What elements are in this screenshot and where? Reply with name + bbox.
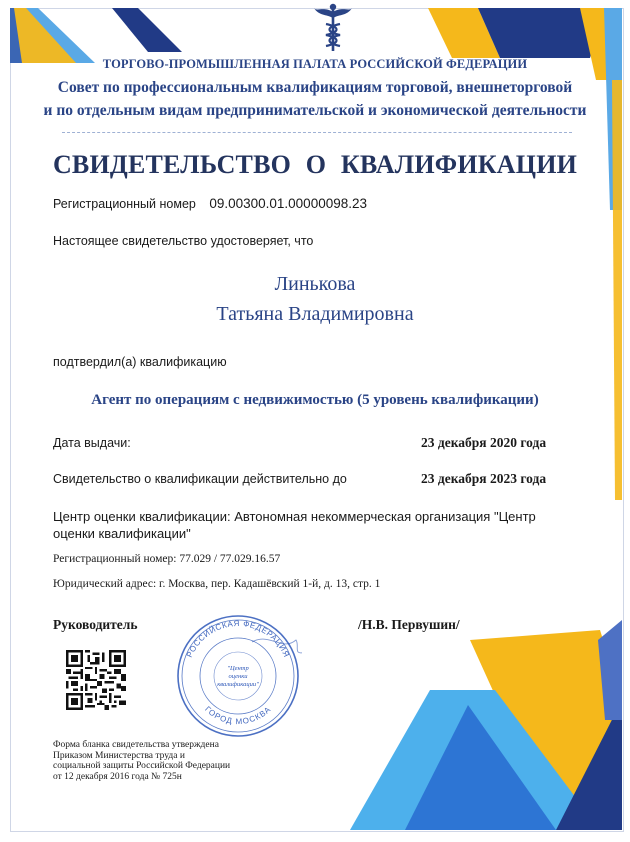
form-approval-line3: социальной защиты Российской Федерации — [53, 761, 231, 771]
form-approval-line4: от 12 декабря 2016 года № 725н — [53, 771, 182, 782]
certificate-title: СВИДЕТЕЛЬСТВО О КВАЛИФИКАЦИИ — [52, 150, 578, 179]
certifies-text: Настоящее свидетельство удостоверяет, что — [53, 234, 314, 248]
seal-center-line2: оценки — [228, 673, 248, 680]
form-approval-line2: Приказом Министерства труда и — [53, 750, 185, 761]
issue-date-label: Дата выдачи: — [53, 436, 131, 450]
svg-text:ГОРОД МОСКВА — [203, 705, 273, 727]
form-approval-note — [53, 740, 273, 782]
header-divider — [62, 132, 572, 133]
form-approval-line1: Форма бланка свидетельства утверждена — [53, 740, 219, 750]
issue-date-value: 23 декабря 2020 года — [421, 435, 547, 450]
council-name-line1: Совет по профессиональным квалификациям торговой, внешнеторговой — [57, 79, 573, 96]
svg-text:РОССИЙСКАЯ ФЕДЕРАЦИЯ — [185, 619, 291, 659]
registration-number-label: Регистрационный номер — [53, 197, 196, 211]
valid-until-value: 23 декабря 2023 года — [421, 471, 547, 486]
center-registration-number: Регистрационный номер: 77.029 / 77.029.16.57 — [53, 553, 281, 565]
seal-top-text: РОССИЙСКАЯ ФЕДЕРАЦИЯ — [184, 618, 292, 659]
signatory-name: /Н.В. Первушин/ — [358, 617, 460, 632]
chamber-name: ТОРГОВО-ПРОМЫШЛЕННАЯ ПАЛАТА РОССИЙСКОЙ ФЕДЕРАЦИИ — [102, 57, 528, 71]
holder-given-names: Татьяна Владимировна — [216, 303, 414, 325]
seal-center-line1: "Центр — [227, 665, 249, 672]
caduceus-icon — [312, 2, 354, 54]
valid-until-label: Свидетельство о квалификации действительно до — [53, 472, 347, 486]
confirmed-text: подтвердил(а) квалификацию — [53, 355, 227, 369]
qualification-name: Агент по операциям с недвижимостью (5 уровень квалификации) — [91, 392, 539, 408]
round-seal-icon — [174, 612, 302, 740]
qr-code-icon — [66, 650, 126, 710]
top-mid-navy-shape — [112, 8, 182, 52]
seal-bottom-text: ГОРОД МОСКВА — [203, 704, 273, 727]
signatory-role: Руководитель — [53, 617, 138, 632]
council-name — [0, 76, 630, 122]
registration-number-row — [53, 196, 367, 211]
seal-center-line3: квалификации" — [217, 681, 259, 688]
holder-surname: Линькова — [274, 273, 356, 295]
council-name-line2: и по отдельным видам предпринимательской и экономической деятельности — [43, 102, 587, 119]
assessment-center: Центр оценки квалификации: Автономная некоммерческая организация "Центр оценки квалификации" — [53, 509, 536, 541]
registration-number-value: 09.00300.01.00000098.23 — [209, 196, 367, 211]
center-legal-address: Юридический адрес: г. Москва, пер. Кадашёвский 1-й, д. 13, стр. 1 — [53, 578, 381, 590]
